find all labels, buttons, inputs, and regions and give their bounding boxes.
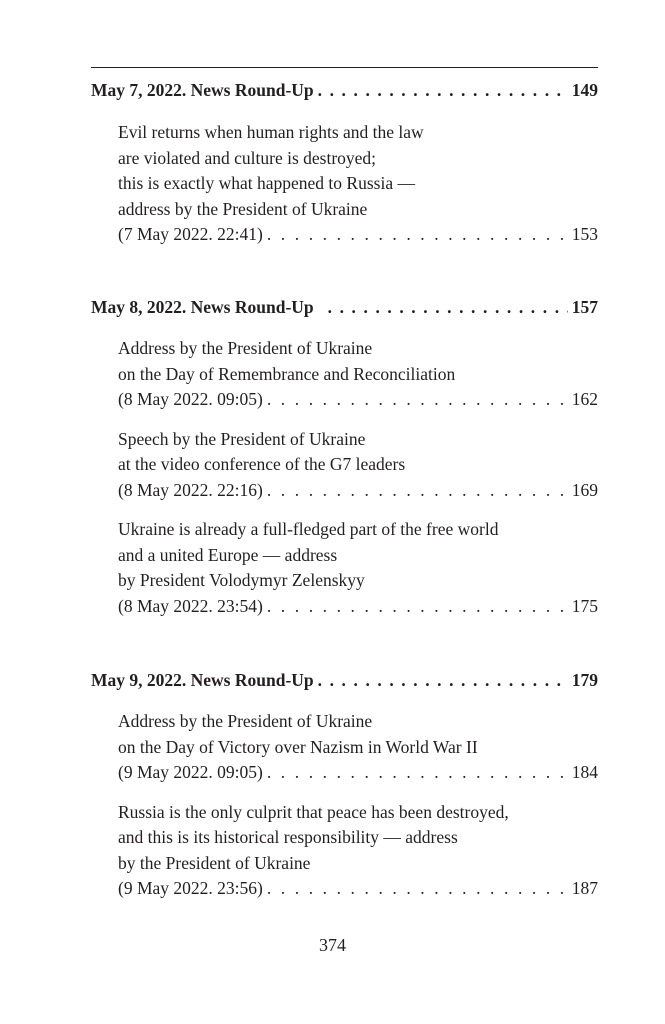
entry-page-number: 162 xyxy=(571,389,598,409)
dot-leader xyxy=(318,78,568,103)
section-title: May 9, 2022. News Round-Up xyxy=(91,670,314,690)
entry-line: and a united Europe — address xyxy=(118,544,338,565)
section-heading[interactable] xyxy=(91,668,598,693)
toc-entry[interactable] xyxy=(118,800,598,902)
toc-entry[interactable] xyxy=(118,709,598,786)
entry-line: address by the President of Ukraine xyxy=(118,198,368,219)
entry-line: on the Day of Victory over Nazism in World War II xyxy=(118,736,478,757)
dot-leader xyxy=(267,760,568,786)
entry-line: Address by the President of Ukraine xyxy=(118,338,373,358)
entry-line: Ukraine is already a full-fledged part of the free world xyxy=(118,519,499,539)
section-page-number: 157 xyxy=(571,297,598,317)
entry-line: this is exactly what happened to Russia — xyxy=(118,173,415,193)
toc-entry[interactable] xyxy=(118,120,598,248)
entry-line: Russia is the only culprit that peace has been destroyed, xyxy=(118,801,509,822)
section-heading[interactable] xyxy=(91,295,598,320)
entry-line: Evil returns when human rights and the law xyxy=(118,122,424,142)
top-rule xyxy=(91,67,598,68)
section-title: May 7, 2022. News Round-Up xyxy=(91,80,314,100)
entry-line: on the Day of Remembrance and Reconciliation xyxy=(118,363,456,384)
dot-leader xyxy=(328,295,568,320)
section-page-number: 149 xyxy=(571,80,598,100)
section-page-number: 179 xyxy=(571,670,598,690)
dot-leader xyxy=(267,594,568,620)
entry-date: (7 May 2022. 22:41) xyxy=(118,224,263,244)
entry-line: Speech by the President of Ukraine xyxy=(118,428,366,449)
section-heading[interactable] xyxy=(91,78,598,103)
toc-section-may-9 xyxy=(91,668,598,902)
entry-page-number: 184 xyxy=(571,762,598,782)
toc-entry[interactable] xyxy=(118,336,598,413)
dot-leader xyxy=(267,478,568,504)
toc-entry[interactable] xyxy=(118,517,598,619)
entry-line: by President Volodymyr Zelenskyy xyxy=(118,570,365,590)
page-number: 374 xyxy=(319,935,346,955)
entry-date: (8 May 2022. 23:54) xyxy=(118,595,263,616)
entry-page-number: 169 xyxy=(571,479,598,500)
entry-page-number: 153 xyxy=(571,224,598,244)
dot-leader xyxy=(267,876,568,902)
entry-page-number: 175 xyxy=(571,595,598,616)
entry-date: (8 May 2022. 22:16) xyxy=(118,479,263,500)
toc-section-may-8 xyxy=(91,295,598,619)
dot-leader xyxy=(267,387,568,413)
entry-date: (9 May 2022. 09:05) xyxy=(118,762,263,782)
dot-leader xyxy=(318,668,568,693)
dot-leader xyxy=(267,222,568,248)
entry-line: at the video conference of the G7 leaders xyxy=(118,454,406,474)
entry-line: are violated and culture is destroyed; xyxy=(118,147,377,168)
section-title: May 8, 2022. News Round-Up xyxy=(91,297,314,317)
entry-date: (9 May 2022. 23:56) xyxy=(118,878,263,898)
entry-line: and this is its historical responsibility — address xyxy=(118,827,458,847)
toc-section-may-7 xyxy=(91,78,598,248)
entry-line: by the President of Ukraine xyxy=(118,852,311,873)
entry-page-number: 187 xyxy=(571,878,598,898)
toc-entry[interactable] xyxy=(118,427,598,504)
entry-date: (8 May 2022. 09:05) xyxy=(118,389,263,409)
entry-line: Address by the President of Ukraine xyxy=(118,711,373,731)
